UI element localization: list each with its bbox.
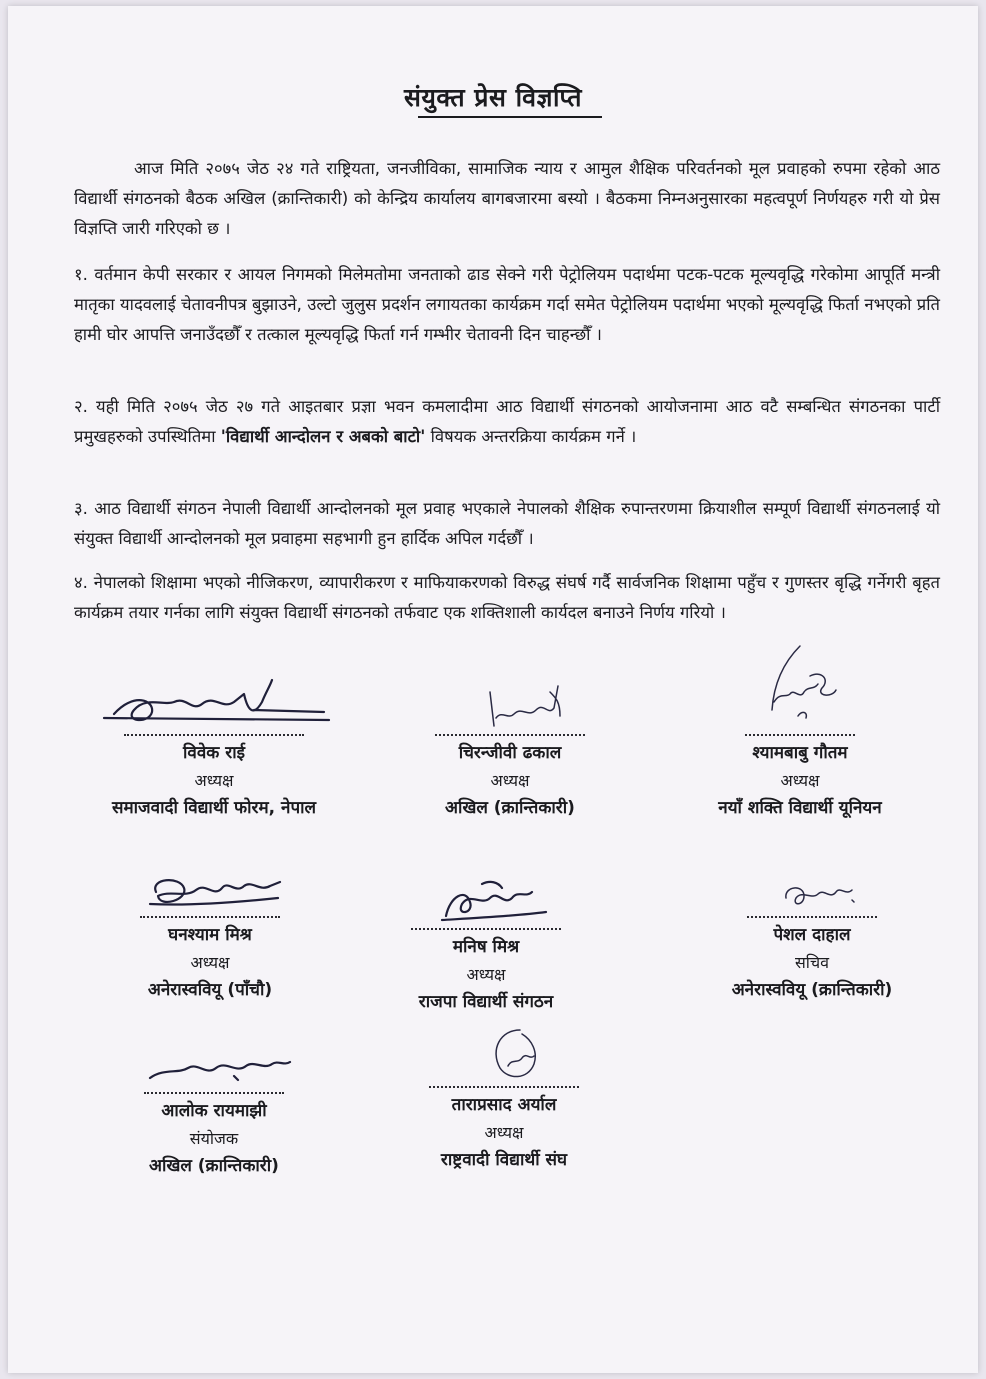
signatory-role: अध्यक्ष (484, 1123, 524, 1142)
signatory-organization: अनेरास्ववियू (क्रान्तिकारी) (731, 980, 893, 1000)
signature-block-7 (64, 1048, 364, 1180)
signature-scribble-7 (114, 1048, 314, 1092)
signatory-organization: समाजवादी विद्यार्थी फोरम, नेपाल (111, 798, 317, 818)
point-2-program-title: 'विद्यार्थी आन्दोलन र अबको बाटो' (220, 427, 426, 446)
signature-line-4 (140, 916, 280, 918)
signature-block-2 (360, 672, 660, 822)
signature-scribble-1 (94, 672, 334, 734)
intro-paragraph: आज मिति २०७५ जेठ २४ गते राष्ट्रियता, जनजीविका, सामाजिक न्याय र आमुल शैक्षिक परिवर्तनको मूल प्रवाहको रुपमा रहेको आठ विद्यार्थी संगठनको बैठक अखिल (क्रान्तिकारी) को केन्द्रिय कार्यालय बागबजारमा बस्यो । बैठकमा निम्नअनुसारका महत्वपूर्ण निर्णयहरु गरी यो प्रेस विज्ञप्ति जारी गरिएको छ । (74, 159, 940, 238)
point-2-text-end: विषयक अन्तरक्रिया कार्यक्रम गर्ने । (425, 427, 637, 446)
signatory-name: श्यामबाबु गौतम (752, 743, 848, 763)
point-3-paragraph: ३. आठ विद्यार्थी संगठन नेपाली विद्यार्थी आन्दोलनको मूल प्रवाह भएकाले नेपालको शैक्षिक रुपान्तरणमा क्रियाशील सम्पूर्ण विद्यार्थी संगठनलाई यो संयुक्त विद्यार्थी आन्दोलनको मूल प्रवाहमा सहभागी हुन हार्दिक अपिल गर्दछौँ । (74, 499, 940, 548)
signatory-name: पेशल दाहाल (773, 925, 851, 945)
signatory-name: विवेक राई (183, 743, 245, 763)
signature-block-4 (60, 868, 360, 1004)
signatory-role: संयोजक (189, 1129, 239, 1148)
point-1-paragraph: १. वर्तमान केपी सरकार र आयल निगमको मिलेमतोमा जनताको ढाड सेक्ने गरी पेट्रोलियम पदार्थमा पटक-पटक मूल्यवृद्धि गरेकोमा आपूर्ति मन्त्री मातृका यादवलाई चेतावनीपत्र बुझाउने, उल्टो जुलुस प्रदर्शन लगायतका कार्यक्रम गर्दा समेत पेट्रोलियम पदार्थमा भएको मूल्यवृद्धि फिर्ता नभएको प्रति हामी घोर आपत्ति जनाउँदछौँ र तत्काल मूल्यवृद्धि फिर्ता गर्न गम्भीर चेतावनी दिन चाहन्छौँ । (74, 265, 940, 344)
signature-block-1 (64, 672, 364, 822)
signatory-organization: अनेरास्ववियू (पाँचौ) (147, 980, 273, 1000)
signatory-name: आलोक रायमाझी (161, 1101, 267, 1121)
signature-line-2 (435, 734, 585, 736)
signatory-organization: नयाँ शक्ति विद्यार्थी यूनियन (718, 798, 882, 818)
signature-scribble-5 (386, 876, 586, 928)
signature-scribble-3 (690, 640, 910, 734)
signature-block-5 (336, 876, 636, 1016)
signatory-role: अध्यक्ष (466, 965, 506, 984)
title-underline (418, 116, 602, 118)
signature-block-6 (662, 878, 962, 1004)
signature-line-6 (747, 916, 877, 918)
point-2-paragraph (74, 392, 940, 452)
signature-line-3 (745, 734, 855, 736)
signature-line-7 (144, 1092, 284, 1094)
signatory-organization: अखिल (क्रान्तिकारी) (149, 1156, 279, 1176)
signature-line-1 (124, 734, 304, 736)
signatory-organization: राजपा विद्यार्थी संगठन (418, 992, 554, 1012)
signature-scribble-6 (712, 878, 912, 916)
signature-line-5 (411, 928, 561, 930)
signatory-name: चिरन्जीवी ढकाल (458, 743, 562, 763)
signatory-name: घनश्याम मिश्र (168, 925, 252, 945)
signatory-role: अध्यक्ष (190, 953, 230, 972)
signature-scribble-2 (410, 672, 610, 734)
signatory-role: अध्यक्ष (194, 771, 234, 790)
point-4-paragraph: ४. नेपालको शिक्षामा भएको नीजिकरण, व्यापारीकरण र माफियाकरणको विरुद्ध संघर्ष गर्दै सार्वजनिक शिक्षामा पहुँच र गुणस्तर बृद्धि गर्नेगरी बृहत कार्यक्रम तयार गर्नका लागि संयुक्त विद्यार्थी संगठनको तर्फवाट एक शक्तिशाली कार्यदल बनाउने निर्णय गरियो । (74, 573, 940, 622)
signatory-name: ताराप्रसाद अर्याल (451, 1095, 557, 1115)
signature-scribble-8 (404, 1020, 604, 1086)
signatory-name: मनिष मिश्र (452, 937, 520, 957)
signature-line-8 (429, 1086, 579, 1088)
signatory-organization: अखिल (क्रान्तिकारी) (445, 798, 575, 818)
signature-block-3 (650, 640, 950, 822)
signatory-role: अध्यक्ष (490, 771, 530, 790)
signatory-role: अध्यक्ष (780, 771, 820, 790)
signature-block-8 (354, 1020, 654, 1174)
page-title: संयुक्त प्रेस विज्ञप्ति (404, 83, 582, 112)
point-2-text-start: २. यही मिति २०७५ जेठ २७ गते आइतबार प्रज्ञा भवन कमलादीमा आठ विद्यार्थी संगठनको आयोजनामा आठ वटै सम्बन्धित संगठनका पार्टी प्रमुखहरुको उपस्थितिमा (74, 397, 940, 446)
signatory-organization: राष्ट्रवादी विद्यार्थी संघ (440, 1150, 568, 1170)
signature-scribble-4 (110, 868, 310, 916)
signatory-role: सचिव (794, 953, 830, 972)
